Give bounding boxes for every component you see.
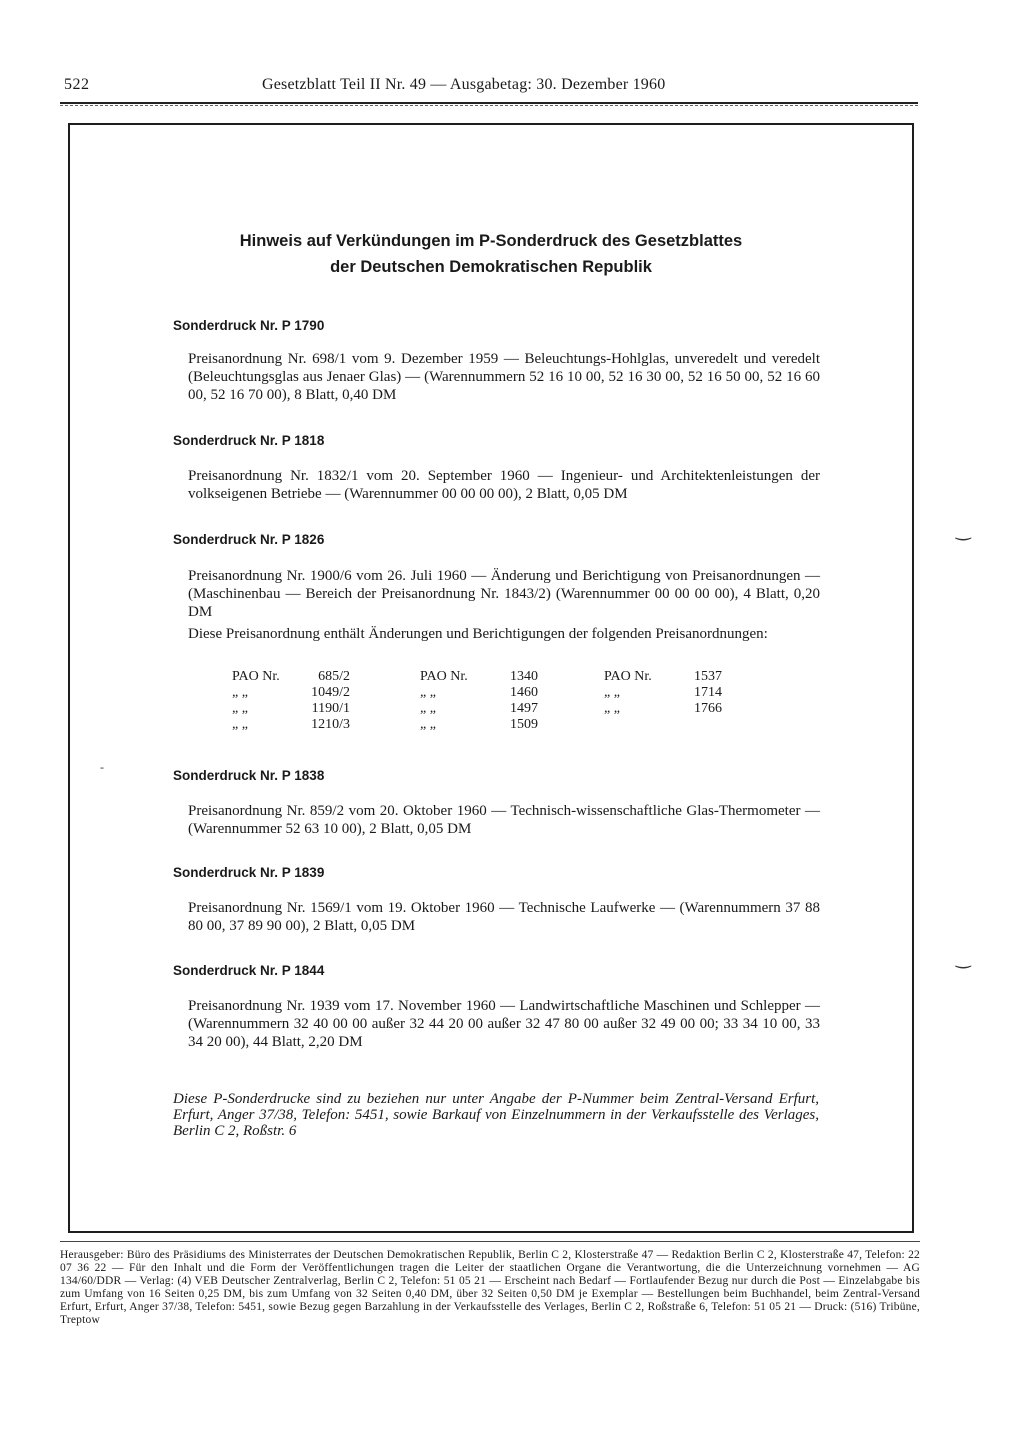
content-frame <box>68 123 914 1233</box>
imprint: Herausgeber: Büro des Präsidiums des Ministerrates der Deutschen Demokratischen Republik, Berlin C 2, Klosterstraße 47 — Redaktion Berlin C 2, Klosterstraße 47, Telefon: 22 07 36 22 — Für den Inhalt und die Form der Veröffentlichungen tragen die Leiter der staatlichen Organe die Verantwortung, die die Unterzeichnung vornehmen — AG 134/60/DDR — Verlag: (4) VEB Deutscher Zentralverlag, Berlin C 2, Telefon: 51 05 21 — Erscheint nach Bedarf — Fortlaufender Bezug nur durch die Post — Einzelabgabe bis zum Umfang von 16 Seiten 0,25 DM, bis zum Umfang von 32 Seiten 0,40 DM, über 32 Seiten 0,50 DM je Exemplar — Bestellungen beim Buchhandel, beim Zentral-Versand Erfurt, Erfurt, Anger 37/38, Telefon: 5451, sowie Bezug gegen Barzahlung in der Verkaufsstelle des Verlages, Berlin C 2, Roßstraße 6, Telefon: 51 05 21 — Druck: (516) Tribüne, Treptow <box>60 1249 920 1326</box>
pao-number: 1460 <box>510 685 538 700</box>
section-label-p1818: Sonderdruck Nr. P 1818 <box>173 433 325 448</box>
pao-prefix: PAO Nr. <box>420 669 468 684</box>
dash-mark-icon: - <box>100 760 104 774</box>
pao-prefix: „ „ <box>232 717 248 732</box>
list-item <box>232 701 350 717</box>
list-item <box>232 717 350 733</box>
list-item <box>604 701 722 717</box>
pao-number: 1497 <box>510 701 538 716</box>
list-item <box>232 669 350 685</box>
section-text2-p1826: Diese Preisanordnung enthält Änderungen und Berichtigungen der folgenden Preisanordnungen: <box>188 626 768 642</box>
list-item <box>420 669 538 685</box>
list-item <box>420 685 538 701</box>
section-label-p1790: Sonderdruck Nr. P 1790 <box>173 318 325 333</box>
running-head: Gesetzblatt Teil II Nr. 49 — Ausgabetag: 30. Dezember 1960 <box>262 76 666 93</box>
pao-column-2 <box>420 669 538 733</box>
section-text-p1826: Preisanordnung Nr. 1900/6 vom 26. Juli 1960 — Änderung und Berichtigung von Preisanordnungen — (Maschinenbau — Bereich der Preisanordnung Nr. 1843/2) (Warennummer 00 00 00 00), 4 Blatt, 0,20 DM <box>188 568 820 620</box>
title-line-2: der Deutschen Demokratischen Republik <box>330 258 652 276</box>
pao-prefix: „ „ <box>232 701 248 716</box>
pao-number: 1049/2 <box>311 685 350 700</box>
header-rule-dashed <box>60 105 918 106</box>
title-line-1: Hinweis auf Verkündungen im P-Sonderdruck des Gesetzblattes <box>239 232 743 250</box>
pao-number: 1537 <box>694 669 722 684</box>
margin-mark-icon: ‿ <box>956 520 971 540</box>
section-label-p1839: Sonderdruck Nr. P 1839 <box>173 865 325 880</box>
section-text-p1818: Preisanordnung Nr. 1832/1 vom 20. September 1960 — Ingenieur- und Architektenleistungen der volkseigenen Betriebe — (Warennummer 00 00 00 00), 2 Blatt, 0,05 DM <box>188 468 820 502</box>
pao-number: 685/2 <box>318 669 350 684</box>
pao-number: 1190/1 <box>311 701 350 716</box>
section-label-p1826: Sonderdruck Nr. P 1826 <box>173 532 325 547</box>
section-text-p1839: Preisanordnung Nr. 1569/1 vom 19. Oktober 1960 — Technische Laufwerke — (Warennummern 37 88 80 00, 37 89 90 00), 2 Blatt, 0,05 DM <box>188 900 820 934</box>
pao-number: 1340 <box>510 669 538 684</box>
section-label-p1838: Sonderdruck Nr. P 1838 <box>173 768 325 783</box>
footer-rule <box>60 1241 920 1242</box>
pao-number: 1766 <box>694 701 722 716</box>
list-item <box>604 669 722 685</box>
pao-prefix: „ „ <box>604 685 620 700</box>
list-item <box>604 685 722 701</box>
list-item <box>420 717 538 733</box>
page-title <box>70 228 912 280</box>
pao-prefix: „ „ <box>232 685 248 700</box>
pao-prefix: „ „ <box>420 701 436 716</box>
pao-prefix: „ „ <box>420 717 436 732</box>
pao-number: 1714 <box>694 685 722 700</box>
pao-prefix: PAO Nr. <box>604 669 652 684</box>
header-rule <box>60 102 918 104</box>
section-text-p1844: Preisanordnung Nr. 1939 vom 17. November 1960 — Landwirtschaftliche Maschinen und Schlepper — (Warennummern 32 40 00 00 außer 32 44 20 00 außer 32 47 80 00 außer 32 49 00 00; 33 34 10 00, 33 34 20 00), 44 Blatt, 2,20 DM <box>188 998 820 1050</box>
pao-column-3 <box>604 669 722 717</box>
ordering-note: Diese P-Sonderdrucke sind zu beziehen nur unter Angabe der P-Nummer beim Zentral-Versand Erfurt, Erfurt, Anger 37/38, Telefon: 5451, sowie Barkauf von Einzelnummern in der Verkaufsstelle des Verlages, Berlin C 2, Roßstr. 6 <box>173 1091 819 1139</box>
pao-prefix: „ „ <box>604 701 620 716</box>
section-text-p1790: Preisanordnung Nr. 698/1 vom 9. Dezember 1959 — Beleuchtungs-Hohlglas, unveredelt und veredelt (Beleuchtungsglas aus Jenaer Glas) — (Warennummern 52 16 10 00, 52 16 30 00, 52 16 50 00, 52 16 60 00, 52 16 70 00), 8 Blatt, 0,40 DM <box>188 351 820 403</box>
section-text-p1838: Preisanordnung Nr. 859/2 vom 20. Oktober 1960 — Technisch-wissenschaftliche Glas-Thermometer — (Warennummer 52 63 10 00), 2 Blatt, 0,05 DM <box>188 803 820 837</box>
pao-number: 1210/3 <box>311 717 350 732</box>
list-item <box>420 701 538 717</box>
list-item <box>232 685 350 701</box>
page-number: 522 <box>64 76 90 93</box>
pao-column-1 <box>232 669 350 733</box>
pao-prefix: „ „ <box>420 685 436 700</box>
pao-number: 1509 <box>510 717 538 732</box>
pao-prefix: PAO Nr. <box>232 669 280 684</box>
section-label-p1844: Sonderdruck Nr. P 1844 <box>173 963 325 978</box>
margin-mark-icon: ‿ <box>956 948 971 968</box>
